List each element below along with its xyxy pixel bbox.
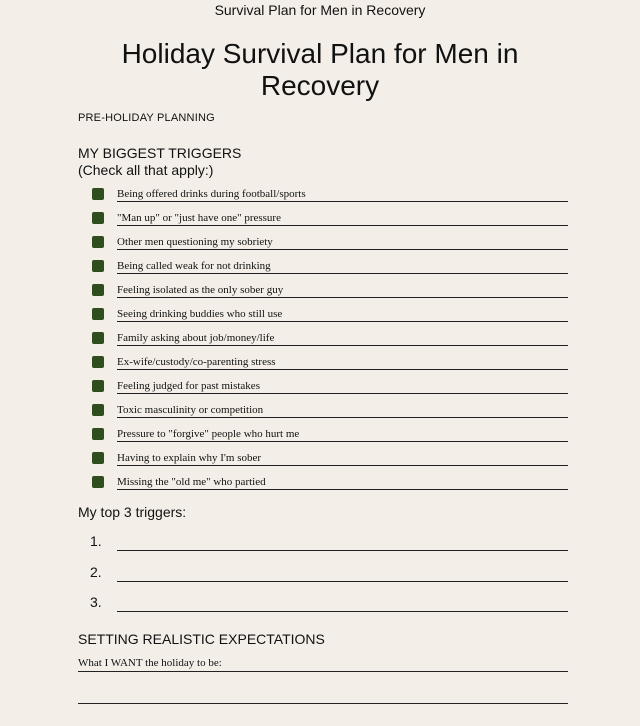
checkbox[interactable] bbox=[92, 260, 104, 272]
document-title: Holiday Survival Plan for Men in Recovery bbox=[121, 38, 519, 101]
trigger-item bbox=[92, 231, 568, 255]
trigger-item bbox=[92, 399, 568, 423]
top3-row-2 bbox=[90, 562, 568, 582]
top3-row-3 bbox=[90, 592, 568, 612]
checkbox[interactable] bbox=[92, 404, 104, 416]
trigger-label: Toxic masculinity or competition bbox=[117, 403, 568, 418]
checkbox[interactable] bbox=[92, 332, 104, 344]
trigger-item bbox=[92, 279, 568, 303]
section-label-pre-holiday: PRE-HOLIDAY PLANNING bbox=[78, 112, 215, 124]
top3-heading: My top 3 triggers: bbox=[78, 504, 187, 520]
checkbox[interactable] bbox=[92, 356, 104, 368]
top3-number: 1. bbox=[90, 533, 102, 549]
running-header: Survival Plan for Men in Recovery bbox=[214, 2, 426, 18]
top3-row-1 bbox=[90, 531, 568, 551]
checkbox[interactable] bbox=[92, 476, 104, 488]
top3-write-line[interactable] bbox=[117, 611, 568, 612]
triggers-heading-block bbox=[78, 145, 241, 179]
trigger-item bbox=[92, 303, 568, 327]
checkbox[interactable] bbox=[92, 452, 104, 464]
trigger-label: Being called weak for not drinking bbox=[117, 259, 568, 274]
trigger-item bbox=[92, 183, 568, 207]
triggers-subheading: (Check all that apply:) bbox=[78, 162, 214, 178]
top3-number: 3. bbox=[90, 594, 102, 610]
trigger-item bbox=[92, 471, 568, 495]
trigger-item bbox=[92, 423, 568, 447]
trigger-label: Being offered drinks during football/sports bbox=[117, 187, 568, 202]
trigger-label: Feeling isolated as the only sober guy bbox=[117, 283, 568, 298]
want-label: What I WANT the holiday to be: bbox=[78, 655, 568, 672]
top3-write-line[interactable] bbox=[117, 581, 568, 582]
trigger-label: "Man up" or "just have one" pressure bbox=[117, 211, 568, 226]
top3-write-line[interactable] bbox=[117, 550, 568, 551]
expectations-heading: SETTING REALISTIC EXPECTATIONS bbox=[78, 631, 325, 647]
checkbox[interactable] bbox=[92, 284, 104, 296]
trigger-checklist bbox=[92, 183, 568, 495]
trigger-label: Having to explain why I'm sober bbox=[117, 451, 568, 466]
triggers-heading: MY BIGGEST TRIGGERS bbox=[78, 145, 242, 161]
top3-number: 2. bbox=[90, 564, 102, 580]
trigger-label: Ex-wife/custody/co-parenting stress bbox=[117, 355, 568, 370]
trigger-item bbox=[92, 255, 568, 279]
trigger-item bbox=[92, 351, 568, 375]
checkbox[interactable] bbox=[92, 188, 104, 200]
checkbox[interactable] bbox=[92, 212, 104, 224]
trigger-label: Seeing drinking buddies who still use bbox=[117, 307, 568, 322]
trigger-label: Family asking about job/money/life bbox=[117, 331, 568, 346]
checkbox[interactable] bbox=[92, 236, 104, 248]
trigger-label: Missing the "old me" who partied bbox=[117, 475, 568, 490]
trigger-item bbox=[92, 327, 568, 351]
trigger-label: Other men questioning my sobriety bbox=[117, 235, 568, 250]
trigger-label: Feeling judged for past mistakes bbox=[117, 379, 568, 394]
trigger-item bbox=[92, 207, 568, 231]
trigger-label: Pressure to "forgive" people who hurt me bbox=[117, 427, 568, 442]
checkbox[interactable] bbox=[92, 380, 104, 392]
checkbox[interactable] bbox=[92, 428, 104, 440]
want-write-line[interactable] bbox=[78, 703, 568, 704]
trigger-item bbox=[92, 447, 568, 471]
trigger-item bbox=[92, 375, 568, 399]
checkbox[interactable] bbox=[92, 308, 104, 320]
